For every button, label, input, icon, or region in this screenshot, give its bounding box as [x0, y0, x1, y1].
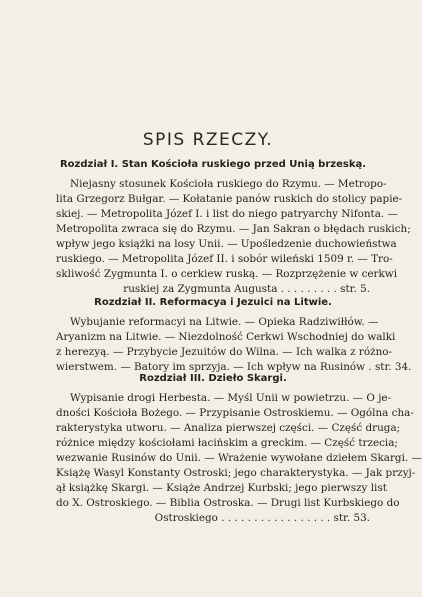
chapter-2-summary — [56, 315, 412, 375]
text-line: ruskiej za Zygmunta Augusta . . . . . . . . . str. 5. — [123, 283, 370, 295]
chapter-1-heading: Rozdział I. Stan Kościoła ruskiego przed Unią brzeską. — [59, 159, 367, 170]
text-line: dności Kościoła Bożego. — Przypisanie Ostroskiemu. — Ogólna cha- — [56, 407, 414, 419]
page-title: SPIS RZECZY. — [142, 130, 274, 150]
text-line: rakterystyka utworu. — Analiza pierwszej części. — Część druga; — [56, 422, 401, 434]
text-line: Niejasny stosunek Kościoła ruskiego do Rzymu. — Metropo- — [70, 178, 387, 190]
text-line: różnice między kościołami łacińskim a greckim. — Część trzecia; — [56, 437, 398, 449]
text-line: z herezyą. — Przybycie Jezuitów do Wilna. — Ich walka z różno- — [56, 346, 393, 358]
text-line: Aryanizm na Litwie. — Niezdolność Cerkwi Wschodniej do walki — [56, 331, 396, 343]
text-line: ął książkę Skargi. — Książe Andrzej Kurbski; jego pierwszy list — [56, 482, 387, 494]
text-line: Wybujanie reformacyi na Litwie. — Opieka Radziwiłłów. — — [70, 316, 379, 328]
chapter-1-summary — [56, 177, 411, 297]
text-line: skliwość Zygmunta I. o cerkiew ruską. — Rozprzężenie w cerkwi — [56, 268, 398, 280]
chapter-2-heading: Rozdział II. Reformacya i Jezuici na Litwie. — [94, 297, 332, 308]
text-line: wezwanie Rusinów do Unii. — Wrażenie wywołane dziełem Skargi. — — [56, 452, 422, 464]
text-line: wierstwem. — Batory im sprzyja. — Ich wpływ na Rusinów . str. 34. — [56, 361, 412, 373]
text-line: lita Grzegorz Bułgar. — Kołatanie panów ruskich do stolicy papie- — [56, 193, 403, 205]
text-line: Metropolita zwraca się do Rzymu. — Jan Sakran o błędach ruskich; — [56, 223, 411, 235]
chapter-3-heading: Rozdział III. Dzieło Skargi. — [139, 373, 287, 384]
text-line: ruskiego. — Metropolita Józef II. i sobór wileński 1509 r. — Tro- — [56, 253, 393, 265]
text-line: Książę Wasyl Konstanty Ostroski; jego charakterystyka. — Jak przyj- — [56, 467, 416, 479]
text-line: do X. Ostroskiego. — Biblia Ostroska. — Drugi list Kurbskiego do — [56, 497, 400, 509]
chapter-3-summary — [56, 391, 422, 526]
text-line: Wypisanie drogi Herbesta. — Myśl Unii w powietrzu. — O je- — [70, 392, 392, 404]
text-line: skiej. — Metropolita Józef I. i list do niego patryarchy Nifonta. — — [56, 208, 398, 220]
text-line: wpływ jego książki na losy Unii. — Upośledzenie duchowieństwa — [56, 238, 397, 250]
text-line: Ostroskiego . . . . . . . . . . . . . . . . . str. 53. — [154, 512, 370, 524]
